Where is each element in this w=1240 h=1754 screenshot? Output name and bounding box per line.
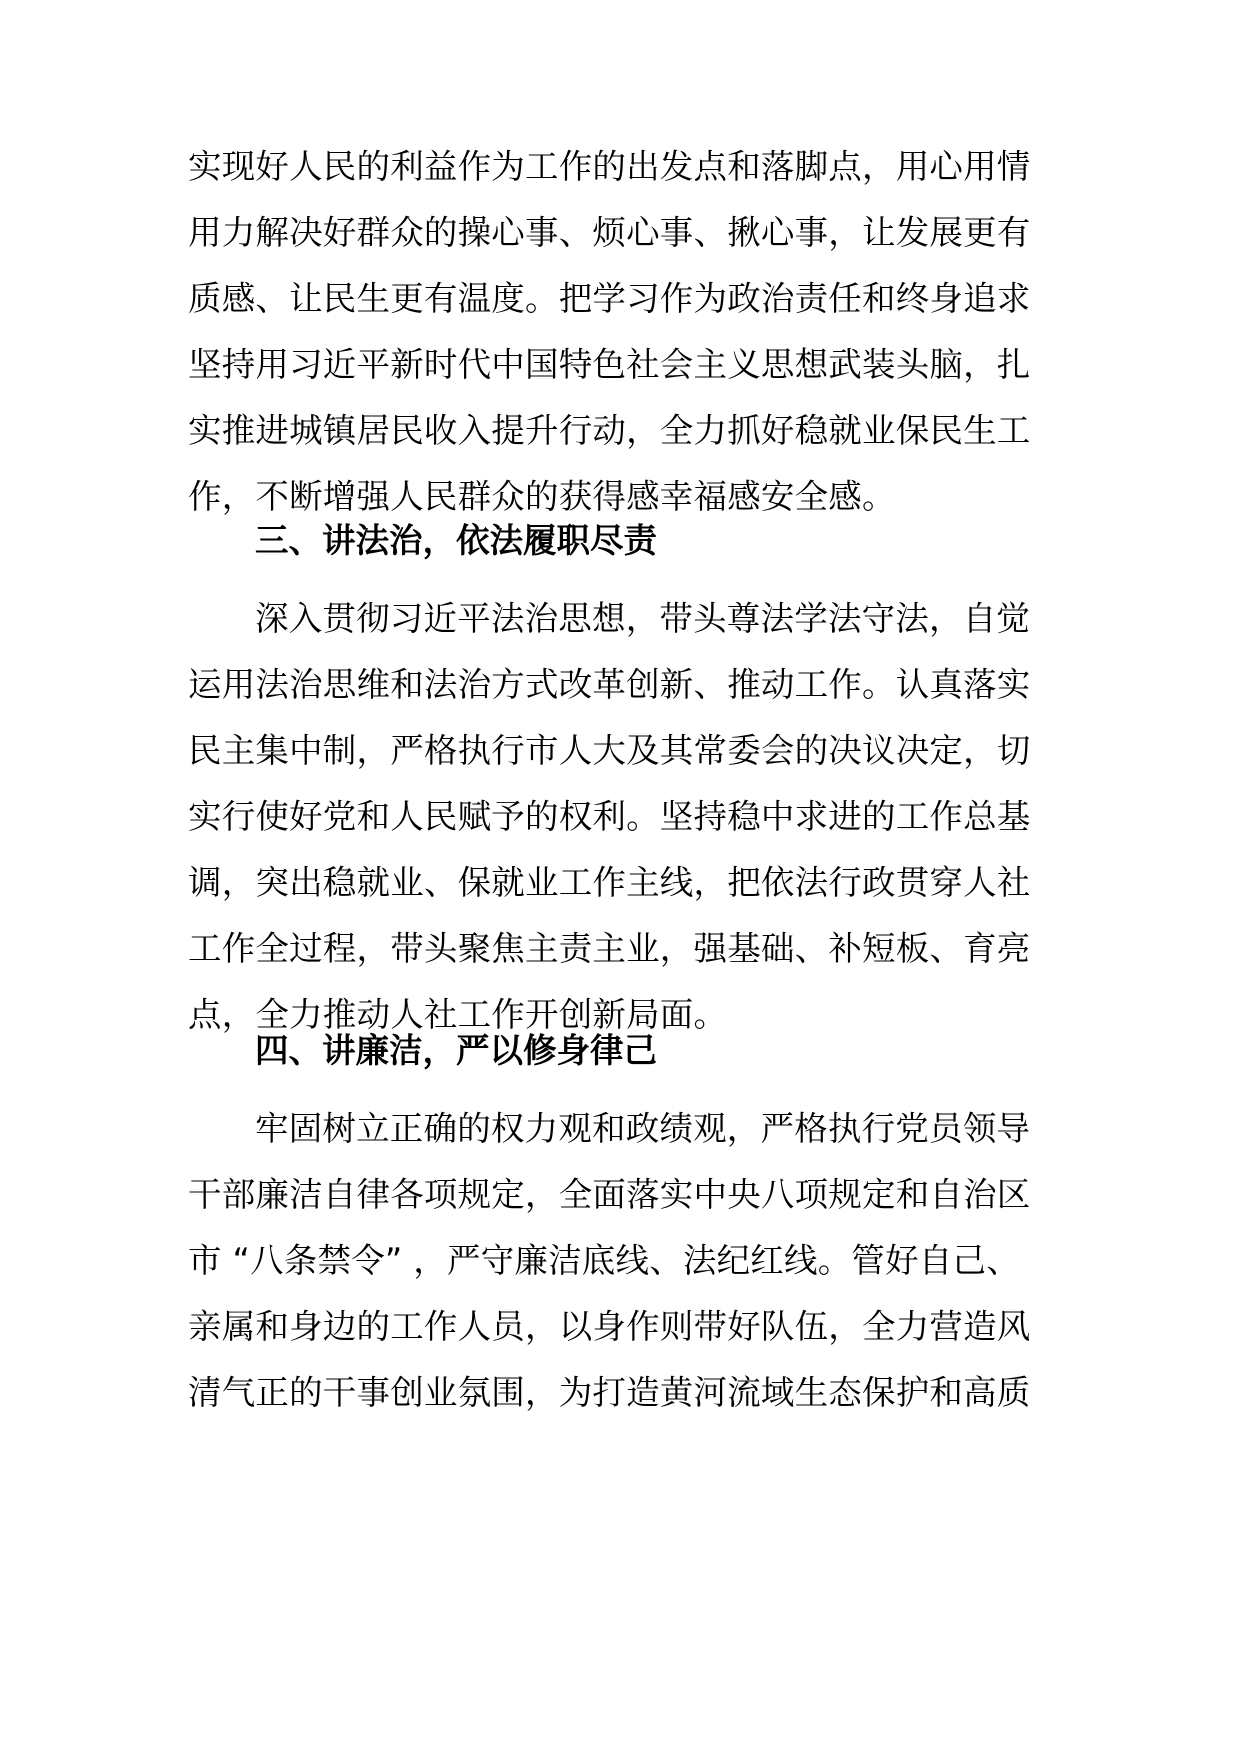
section-heading-4: 四、讲廉洁，严以修身律己 [255, 1031, 657, 1070]
paragraph-section-3 [188, 586, 1058, 1048]
paragraph-line: 点，全力推动人社工作开创新局面。 [188, 995, 728, 1034]
paragraph-line: 市 “八条禁令” ，严守廉洁底线、法纪红线。管好自己、 [188, 1241, 1020, 1280]
paragraph-line: 干部廉洁自律各项规定，全面落实中央八项规定和自治区 [188, 1175, 1031, 1214]
paragraph-line: 作，不断增强人民群众的获得感幸福感安全感。 [188, 477, 896, 516]
paragraph-intro [188, 134, 1058, 530]
paragraph-line: 实行使好党和人民赋予的权利。坚持稳中求进的工作总基 [188, 797, 1031, 836]
paragraph-line: 坚持用习近平新时代中国特色社会主义思想武装头脑，扎 [188, 345, 1031, 384]
paragraph-line: 用力解决好群众的操心事、烦心事、揪心事，让发展更有 [188, 213, 1031, 252]
paragraph-line: 牢固树立正确的权力观和政绩观，严格执行党员领导 [255, 1109, 1031, 1148]
paragraph-line: 清气正的干事创业氛围，为打造黄河流域生态保护和高质 [188, 1373, 1031, 1412]
section-heading-3: 三、讲法治，依法履职尽责 [255, 521, 657, 560]
paragraph-line: 实现好人民的利益作为工作的出发点和落脚点，用心用情 [188, 147, 1031, 186]
paragraph-line: 民主集中制，严格执行市人大及其常委会的决议决定，切 [188, 731, 1031, 770]
paragraph-line: 亲属和身边的工作人员，以身作则带好队伍，全力营造风 [188, 1307, 1031, 1346]
paragraph-line: 调，突出稳就业、保就业工作主线，把依法行政贯穿人社 [188, 863, 1031, 902]
paragraph-line: 深入贯彻习近平法治思想，带头尊法学法守法，自觉 [255, 599, 1031, 638]
paragraph-section-4 [188, 1096, 1058, 1426]
paragraph-line: 质感、让民生更有温度。把学习作为政治责任和终身追求 [188, 279, 1031, 318]
paragraph-line: 工作全过程，带头聚焦主责主业，强基础、补短板、育亮 [188, 929, 1031, 968]
paragraph-line: 实推进城镇居民收入提升行动，全力抓好稳就业保民生工 [188, 411, 1031, 450]
paragraph-line: 运用法治思维和法治方式改革创新、推动工作。认真落实 [188, 665, 1031, 704]
